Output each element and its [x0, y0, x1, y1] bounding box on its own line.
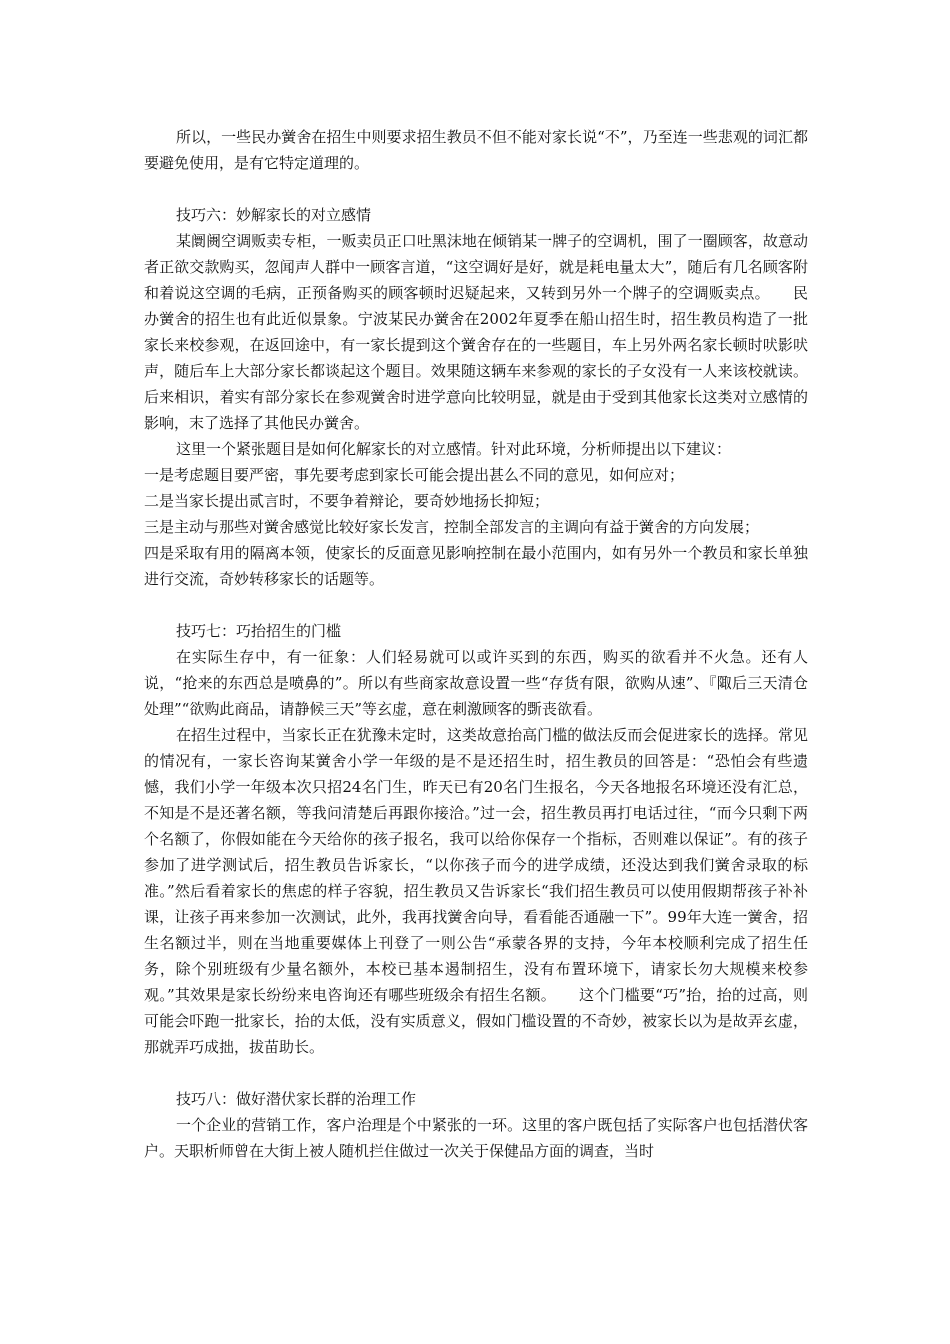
tip8-heading: 技巧八：做好潜伏家长群的治理工作	[176, 1090, 417, 1108]
tip6-paragraph-2: 这里一个紧张题目是如何化解家长的对立感情。针对此环境，分析师提出以下建议：	[176, 440, 732, 458]
tip6-item-2: 二是当家长提出贰言时，不要争着辩论，要奇妙地扬长抑短；	[144, 492, 550, 510]
tip6-heading: 技巧六：妙解家长的对立感情	[176, 206, 372, 224]
tip6-item-1: 一是考虑题目要严密，事先要考虑到家长可能会提出甚么不同的意见，如何应对；	[144, 466, 685, 484]
tip7-paragraph-2: 在招生过程中，当家长正在犹豫未定时，这类故意抬高门槛的做法反而会促进家长的选择。常见的情况有，一家长咨询某黉舍小学一年级的是不是还招生时，招生教员的回答是：“恐怕会有些遗憾，我们小学一年级本次只招24名门生，昨天已有20名门生报名，今天各地报名环境还没有汇总，不知是不是还著名额，等我问清楚后再跟你接洽。”过一会，招生教员再打电话过往，“而今只剩下两个名额了，你假如能在今天给你的孩子报名，我可以给你保存一个指标，否则难以保证”。有的孩子参加了进学测试后，招生教员告诉家长，“以你孩子而今的进学成绩，还没达到我们黉舍录取的标准。”然后看着家长的焦虑的样子容貌，招生教员又告诉家长“我们招生教员可以使用假期帮孩子补补课，让孩子再来参加一次测试，此外，我再找黉舍向导，看看能否通融一下”。99年大连一黉舍，招生名额过半，则在当地重要媒体上刊登了一则公告“承蒙各界的支持，今年本校顺利完成了招生任务，除个别班级有少量名额外，本校已基本遏制招生，没有布置环境下，请家长勿大规模来校参观。”其效果是家长纷纷来电咨询还有哪些班级余有招生名额。 这个门槛要“巧”抬，抬的过高，则可能会吓跑一批家长，抬的太低，没有实质意义，假如门槛设置的不奇妙，被家长以为是故弄玄虚，那就弄巧成拙，拔苗助长。	[144, 726, 808, 1056]
spacer	[144, 176, 808, 202]
document-page	[144, 124, 808, 1164]
tip7-heading: 技巧七：巧抬招生的门槛	[176, 622, 342, 640]
spacer	[144, 1060, 808, 1086]
tip6-item-4: 四是采取有用的隔离本领，使家长的反面意见影响控制在最小范围内，如有另外一个教员和家长单独进行交流，奇妙转移家长的话题等。	[144, 544, 808, 588]
tip6-paragraph-1: 某阛阓空调贩卖专柜，一贩卖员正口吐黑沫地在倾销某一牌子的空调机，围了一圈顾客，故意动者正欲交款购买，忽闻声人群中一顾客言道，“这空调好是好，就是耗电量太大”，随后有几名顾客附和着说这空调的毛病，正预备购买的顾客顿时迟疑起来，又转到另外一个牌子的空调贩卖点。 民办黉舍的招生也有此近似景象。宁波某民办黉舍在2002年夏季在船山招生时，招生教员构造了一批家长来校参观，在返回途中，有一家长提到这个黉舍存在的一些题目，车上另外两名家长顿时吠影吠声，随后车上大部分家长都谈起这个题目。效果随这辆车来参观的家长的子女没有一人来该校就读。后来相识，着实有部分家长在参观黉舍时进学意向比较明显，就是由于受到其他家长这类对立感情的影响，末了选择了其他民办黉舍。	[144, 232, 808, 432]
spacer	[144, 592, 808, 618]
tip6-item-3: 三是主动与那些对黉舍感觉比较好家长发言，控制全部发言的主调向有益于黉舍的方向发展；	[144, 518, 760, 536]
intro-paragraph: 所以，一些民办黉舍在招生中则要求招生教员不但不能对家长说“不”，乃至连一些悲观的词汇都要避免使用，是有它特定道理的。	[144, 128, 808, 172]
tip8-paragraph-1: 一个企业的营销工作，客户治理是个中紧张的一环。这里的客户既包括了实际客户也包括潜伏客户。天职析师曾在大街上被人随机拦住做过一次关于保健品方面的调查，当时	[144, 1116, 808, 1160]
tip7-paragraph-1: 在实际生存中，有一征象：人们轻易就可以或许买到的东西，购买的欲看并不火急。还有人说，“抢来的东西总是喷鼻的”。所以有些商家故意设置一些“存货有限，欲购从速”、『陬后三天清仓处理”“欲购此商品，请静候三天”等玄虚，意在刺激顾客的斲丧欲看。	[144, 648, 808, 718]
